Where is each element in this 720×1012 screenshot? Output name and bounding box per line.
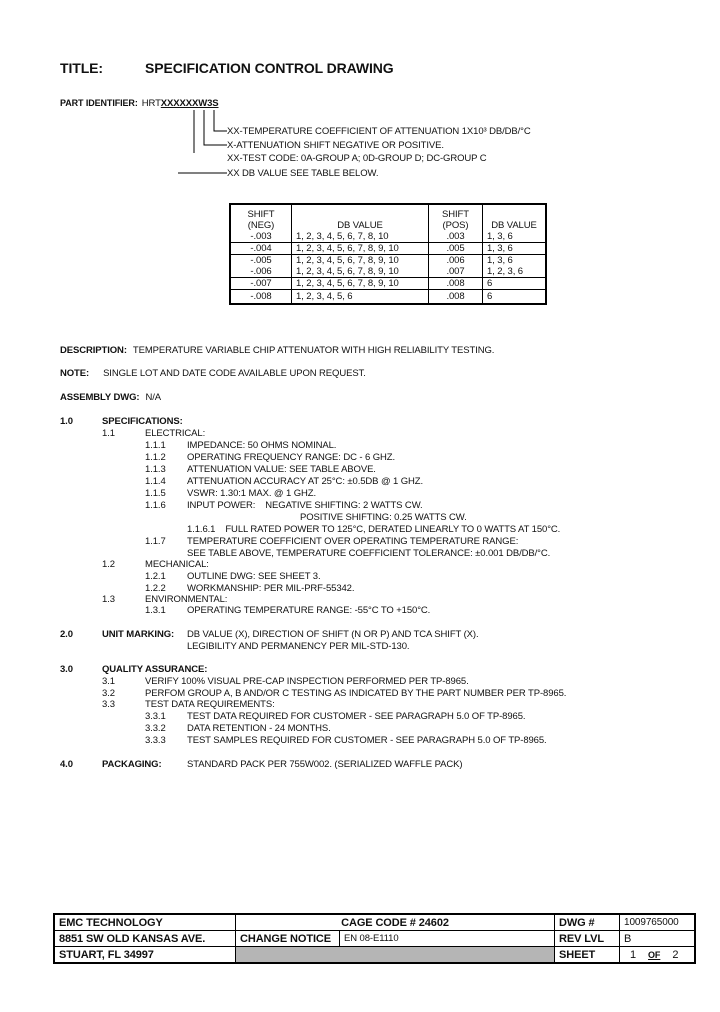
cell: .007: [429, 266, 483, 278]
title-block: [53, 913, 696, 964]
table-header-row: [230, 204, 546, 231]
company-name: EMC TECHNOLOGY: [54, 914, 236, 931]
item-number: 1.2: [102, 559, 115, 570]
part-prefix: HRT: [141, 98, 161, 109]
table-row: [230, 231, 546, 243]
change-notice-label: CHANGE NOTICE: [236, 931, 340, 947]
note-label: NOTE:: [60, 368, 90, 379]
item-text: OPERATING TEMPERATURE RANGE: -55°C TO +150°C.: [187, 605, 431, 616]
item-number: 1.1.6.1: [187, 524, 216, 535]
section-heading: PACKAGING:: [102, 759, 162, 770]
item-number: 3.3.3: [145, 735, 166, 746]
sheet-number: [620, 947, 696, 964]
cell: 1, 2, 3, 4, 5, 6: [292, 290, 429, 305]
section-number: 4.0: [60, 759, 73, 770]
assembly-label: ASSEMBLY DWG:: [60, 392, 140, 403]
part-note-2: X-ATTENUATION SHIFT NEGATIVE OR POSITIVE.: [227, 140, 444, 151]
item-number: 1.2.1: [145, 571, 166, 582]
description-text: TEMPERATURE VARIABLE CHIP ATTENUATOR WITH HIGH RELIABILITY TESTING.: [132, 345, 495, 356]
cell: .003: [429, 231, 483, 243]
sheet-label: SHEET: [555, 947, 620, 964]
item-text: ENVIRONMENTAL:: [145, 594, 228, 605]
item-text: ELECTRICAL:: [145, 428, 206, 439]
cell: 1, 2, 3, 4, 5, 6, 7, 8, 10: [292, 231, 429, 243]
part-leader-lines: [170, 110, 230, 178]
item-text: FULL RATED POWER TO 125°C, DERATED LINEARLY TO 0 WATTS AT 150°C.: [225, 524, 561, 535]
dwg-number: 1009765000: [620, 914, 696, 931]
company-city: STUART, FL 34997: [54, 947, 236, 964]
item-text: MECHANICAL:: [145, 559, 209, 570]
cell: -.005: [230, 255, 292, 267]
table-row: [230, 290, 546, 305]
shift-db-table: [229, 203, 547, 305]
part-note-4: XX DB VALUE SEE TABLE BELOW.: [227, 168, 379, 179]
cage-code: CAGE CODE # 24602: [236, 914, 555, 931]
cell: -.007: [230, 278, 292, 290]
document-title: SPECIFICATION CONTROL DRAWING: [145, 60, 394, 76]
blank-shaded-cell: [236, 947, 555, 964]
part-code: XXXXXXW3S: [160, 98, 219, 109]
item-number: 1.1.4: [145, 476, 166, 487]
cell: -.008: [230, 290, 292, 305]
item-text: IMPEDANCE: 50 OHMS NOMINAL.: [187, 440, 337, 451]
sheet-current: 1: [630, 948, 637, 961]
item-1161-row: [187, 524, 560, 535]
cell: 1, 2, 3, 4, 5, 6, 7, 8, 9, 10: [292, 243, 429, 255]
item-number: 3.3.2: [145, 723, 166, 734]
cell: 1, 2, 3, 6: [483, 266, 547, 278]
item-number: 1.3.1: [145, 605, 166, 616]
item-text: TEST DATA REQUIREMENTS:: [145, 699, 275, 710]
sheet-of: OF: [648, 949, 661, 960]
title-label: TITLE:: [60, 60, 103, 76]
table-row: [230, 278, 546, 290]
cell: .008: [429, 290, 483, 305]
section-number: 1.0: [60, 416, 73, 427]
item-text: STANDARD PACK PER 755W002. (SERIALIZED WAFFLE PACK): [187, 759, 463, 770]
dwg-label: DWG #: [555, 914, 620, 931]
item-text: WORKMANSHIP: PER MIL-PRF-55342.: [187, 583, 355, 594]
item-number: 1.1: [102, 428, 115, 439]
table-row: [230, 255, 546, 267]
item-text: VERIFY 100% VISUAL PRE-CAP INSPECTION PERFORMED PER TP-8965.: [145, 676, 469, 687]
item-number: 1.1.3: [145, 464, 166, 475]
item-number: 1.1.2: [145, 452, 166, 463]
assembly-text: N/A: [145, 392, 162, 403]
input-power-row: [187, 500, 423, 511]
section-heading: UNIT MARKING:: [102, 629, 175, 640]
cell: 1, 3, 6: [483, 243, 547, 255]
cell: -.003: [250, 231, 272, 242]
section-heading: QUALITY ASSURANCE:: [102, 664, 208, 675]
sheet-total: 2: [672, 948, 679, 961]
cell: 1, 2, 3, 4, 5, 6, 7, 8, 9, 10: [292, 266, 429, 278]
part-note-1: XX-TEMPERATURE COEFFICIENT OF ATTENUATION 1X10³ DB/DB/°C: [227, 126, 531, 137]
table-row: [230, 243, 546, 255]
cell: 1, 2, 3, 4, 5, 6, 7, 8, 9, 10: [292, 278, 429, 290]
cell: 1, 3, 6: [483, 231, 547, 243]
header-shift-pos: SHIFT (POS): [429, 204, 483, 231]
item-text: DATA RETENTION - 24 MONTHS.: [187, 723, 331, 734]
section-number: 2.0: [60, 629, 73, 640]
section-heading: SPECIFICATIONS:: [102, 416, 183, 427]
item-number: 1.1.5: [145, 488, 166, 499]
item-text: TEMPERATURE COEFFICIENT OVER OPERATING TEMPERATURE RANGE:: [187, 536, 519, 547]
item-text: LEGIBILITY AND PERMANENCY PER MIL-STD-130.: [187, 641, 410, 652]
cell: .005: [429, 243, 483, 255]
cell: 1, 3, 6: [483, 255, 547, 267]
description-row: [60, 345, 494, 356]
header-shift-neg: SHIFT (NEG): [247, 209, 275, 231]
item-text: SEE TABLE ABOVE, TEMPERATURE COEFFICIENT TOLERANCE: ±0.001 DB/DB/°C.: [187, 548, 551, 559]
rev-level-label: REV LVL: [555, 931, 620, 947]
part-note-3: XX-TEST CODE: 0A-GROUP A; 0D-GROUP D; DC-GROUP C: [227, 153, 487, 164]
item-number: 3.3: [102, 699, 115, 710]
part-identifier-label: PART IDENTIFIER:: [60, 98, 138, 108]
item-text: NEGATIVE SHIFTING: 2 WATTS CW.: [265, 500, 423, 511]
item-number: 1.1.1: [145, 440, 166, 451]
note-text: SINGLE LOT AND DATE CODE AVAILABLE UPON REQUEST.: [103, 368, 366, 379]
item-text: POSITIVE SHIFTING: 0.25 WATTS CW.: [300, 512, 467, 523]
item-text: DB VALUE (X), DIRECTION OF SHIFT (N OR P) AND TCA SHIFT (X).: [187, 629, 479, 640]
header-db-value-pos: DB VALUE: [483, 204, 547, 231]
item-number: 3.1: [102, 676, 115, 687]
cell: 1, 2, 3, 4, 5, 6, 7, 8, 9, 10: [292, 255, 429, 267]
cell: -.006: [250, 266, 272, 277]
part-identifier-row: [60, 98, 219, 109]
item-number: 3.2: [102, 688, 115, 699]
description-label: DESCRIPTION:: [60, 345, 127, 356]
item-text: ATTENUATION ACCURACY AT 25°C: ±0.5DB @ 1 GHZ.: [187, 476, 424, 487]
item-text: VSWR: 1.30:1 MAX. @ 1 GHZ.: [187, 488, 316, 499]
section-number: 3.0: [60, 664, 73, 675]
cell: .006: [429, 255, 483, 267]
item-number: 1.1.7: [145, 536, 166, 547]
rev-level-value: B: [620, 931, 696, 947]
change-notice-value: EN 08-E1110: [340, 931, 555, 947]
item-text: INPUT POWER:: [187, 500, 256, 511]
cell: 6: [483, 278, 547, 290]
item-number: 3.3.1: [145, 711, 166, 722]
header-db-value-neg: DB VALUE: [292, 204, 429, 231]
item-number: 1.2.2: [145, 583, 166, 594]
item-text: TEST SAMPLES REQUIRED FOR CUSTOMER - SEE PARAGRAPH 5.0 OF TP-8965.: [187, 735, 547, 746]
cell: 6: [483, 290, 547, 305]
note-row: [60, 368, 366, 379]
item-number: 1.3: [102, 594, 115, 605]
item-text: ATTENUATION VALUE: SEE TABLE ABOVE.: [187, 464, 376, 475]
company-address: 8851 SW OLD KANSAS AVE.: [54, 931, 236, 947]
item-text: PERFOM GROUP A, B AND/OR C TESTING AS INDICATED BY THE PART NUMBER PER TP-8965.: [145, 688, 567, 699]
cell: .008: [429, 278, 483, 290]
item-text: TEST DATA REQUIRED FOR CUSTOMER - SEE PARAGRAPH 5.0 OF TP-8965.: [187, 711, 526, 722]
item-number: 1.1.6: [145, 500, 166, 511]
assembly-row: [60, 392, 161, 403]
item-text: OUTLINE DWG: SEE SHEET 3.: [187, 571, 321, 582]
table-row: [230, 266, 546, 278]
item-text: OPERATING FREQUENCY RANGE: DC - 6 GHZ.: [187, 452, 396, 463]
cell: -.004: [230, 243, 292, 255]
